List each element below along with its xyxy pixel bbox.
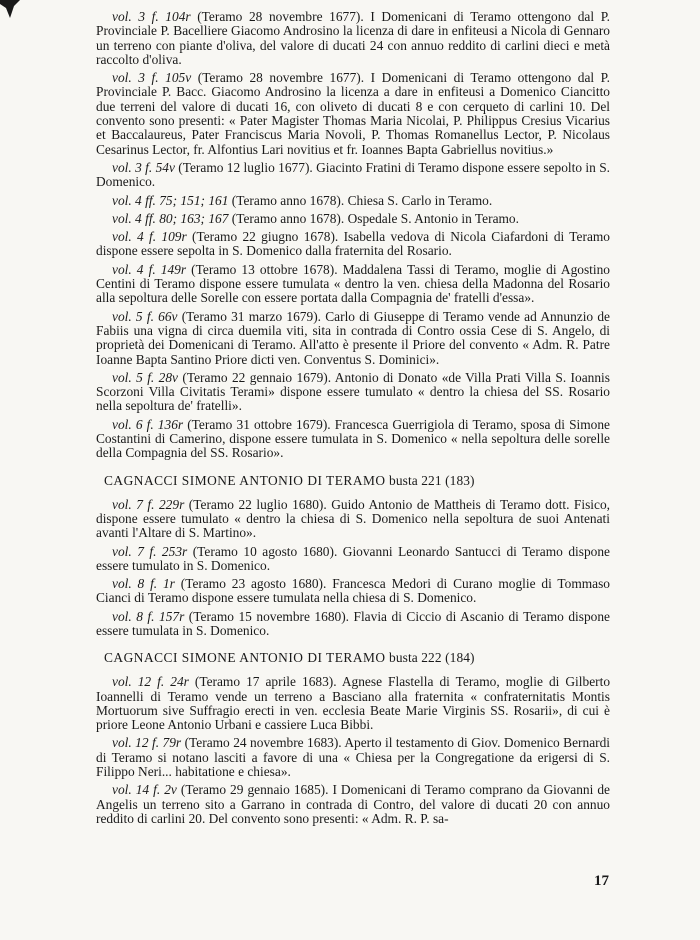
- entry: [96, 577, 610, 606]
- entry: [96, 263, 610, 306]
- entry-reference: vol. 5 f. 66v: [112, 308, 178, 324]
- entry: [96, 230, 610, 259]
- entry-reference: vol. 4 ff. 80; 163; 167: [112, 210, 229, 226]
- entry: [96, 310, 610, 367]
- entry: [96, 545, 610, 574]
- entry-reference: vol. 4 f. 109r: [112, 229, 187, 245]
- entry-text: (Teramo 22 gennaio 1679). Antonio di Donato «de Villa Prati Villa S. Ioannis Scorzoni Villa Civitatis Terami» dispone essere tumulato « dentro la chiesa del SS. Rosario nella sepoltura de' fratelli».: [96, 369, 610, 414]
- entry-text: (Teramo 28 novembre 1677). I Domenicani di Teramo ottengono dal P. Provinciale P. Bacc. Giacomo Androsino la licenza a dare in enfiteusi a Domenico Ciancitto due terreni del valore di ducati 16, con oliveto di ducati 8 e con cerqueto di carlini 10. Del convento sono presenti: « Pater Magister Thomas Maria Nicolai, P. Philippus Cresius Vicarius et Baccalaureus, Pater Franciscus Maria Novoli, P. Thomas Romanellus Lector, P. Nicolaus Cesarinus Lector, fr. Alfontius Lari novitius et fr. Ioannes Bapta Gabriellus novitius.»: [96, 70, 610, 157]
- entry: [96, 10, 610, 67]
- entry: [96, 610, 610, 639]
- entry-reference: vol. 4 ff. 75; 151; 161: [112, 192, 229, 208]
- entry-reference: vol. 5 f. 28v: [112, 369, 178, 385]
- entry-text: (Teramo 12 luglio 1677). Giacinto Fratini di Teramo dispone essere sepolto in S. Domenico.: [96, 159, 610, 190]
- entry: [96, 675, 610, 732]
- entry-text: (Teramo 31 marzo 1679). Carlo di Giuseppe di Teramo vende ad Annunzio de Fabiis una vigna di circa duemila viti, sita in contrada di Contro ossia Cese di S. Angelo, di proprietà dei Domenicani di Teramo. All'atto è presente il Priore del convento « Adm. R. Patre Ioanne Bapta Santino Priore dicti ven. Conventus S. Dominici».: [96, 308, 610, 367]
- entry: [96, 71, 610, 157]
- page-number: 17: [594, 873, 609, 889]
- entry-text: (Teramo 29 gennaio 1685). I Domenicani di Teramo comprano da Giovanni de Angelis un terreno sito a Garrano in contrada di Contro, del valore di ducati 20 con annuo reddito di carlini 20. Del convento sono presenti: « Adm. R. P. sa-: [96, 782, 610, 826]
- entry-text: (Teramo 22 luglio 1680). Guido Antonio de Mattheis di Teramo dott. Fisico, dispone essere tumulato « dentro la chiesa di S. Domenico nella sepoltura de suoi Antenati avanti l'Altare di S. Martino».: [96, 496, 611, 541]
- entry-text: (Teramo 23 agosto 1680). Francesca Medori di Curano moglie di Tommaso Cianci di Teramo dispone essere tumulata nella chiesa di S. Domenico.: [96, 576, 611, 606]
- entry-text: (Teramo 17 aprile 1683). Agnese Flastella di Teramo, moglie di Gilberto Ioannelli di Teramo vende un terreno a Basciano alla fraternita « confraternitatis Montis Mortuorum sive Suffragio erecti in ven. ecclesia Beate Marie Virginis SS. Rosarii», di cui è priore Leone Antonio Urbani e cassiere Luca Bibbi.: [96, 674, 611, 733]
- entry-reference: vol. 14 f. 2v: [112, 782, 177, 798]
- entry-reference: vol. 6 f. 136r: [112, 416, 184, 432]
- entry-text: (Teramo 13 ottobre 1678). Maddalena Tassi di Teramo, moglie di Agostino Centini di Teramo dispone essere tumulata « dentro la ven. chiesa della Madonna del Rosario alla sepoltura delle Sorelle con essere portata dalla Compagnia de' fratelli d'essa».: [96, 261, 610, 306]
- section-intro: [96, 10, 610, 461]
- entry-text: (Teramo 28 novembre 1677). I Domenicani di Teramo ottengono dal P. Provinciale P. Bacelliere Giacomo Androsino la licenza di dare in enfiteusi a Nicola di Gennaro un terreno con piante d'oliva, del valore di ducati 24 con annuo reddito di carlini dieci e metà raccolto d'oliva.: [96, 9, 611, 67]
- entry-reference: vol. 12 f. 79r: [112, 735, 182, 751]
- entry: [96, 371, 610, 414]
- entry-text: (Teramo 15 novembre 1680). Flavia di Ciccio di Ascanio di Teramo dispone essere tumulata in S. Domenico.: [96, 608, 611, 638]
- entry-text: (Teramo anno 1678). Chiesa S. Carlo in Teramo.: [228, 192, 493, 208]
- entry: [96, 161, 610, 190]
- corner-punch-mark: [0, 0, 20, 18]
- entry-reference: vol. 8 f. 157r: [112, 608, 185, 624]
- entry-reference: vol. 7 f. 253r: [112, 543, 188, 559]
- section-busta-221: [96, 473, 610, 639]
- busta-label: busta 221 (183): [385, 472, 475, 488]
- entry-text: (Teramo 10 agosto 1680). Giovanni Leonardo Santucci di Teramo dispone essere tumulato in S. Domenico.: [96, 543, 610, 573]
- section-heading: [104, 650, 610, 665]
- entry-reference: vol. 3 f. 54v: [112, 159, 175, 175]
- page-body: [96, 10, 610, 830]
- entry-reference: vol. 8 f. 1r: [112, 576, 175, 592]
- entry: [96, 418, 610, 461]
- entry-text: (Teramo 31 ottobre 1679). Francesca Guerrigiola di Teramo, sposa di Simone Costantini di Camerino, dispone essere tumulata in S. Domenico « nella sepoltura delle sorelle della Compagnia del SS. Rosario».: [96, 416, 610, 461]
- entry: [96, 212, 610, 226]
- entry-reference: vol. 4 f. 149r: [112, 261, 187, 277]
- entry-text: (Teramo 24 novembre 1683). Aperto il testamento di Giov. Domenico Bernardi di Teramo si notano lasciti a favore di una « Chiesa per la Congregatione da erigersi di S. Filippo Neri... habitatione e chiesa».: [96, 735, 611, 780]
- notary-name: CAGNACCI SIMONE ANTONIO DI TERAMO: [104, 650, 386, 666]
- entry: [96, 498, 610, 541]
- entry-reference: vol. 7 f. 229r: [112, 496, 185, 512]
- notary-name: CAGNACCI SIMONE ANTONIO DI TERAMO: [104, 472, 386, 488]
- entry: [96, 736, 610, 779]
- entry-text: (Teramo anno 1678). Ospedale S. Antonio in Teramo.: [228, 210, 519, 226]
- entry-reference: vol. 3 f. 105v: [112, 70, 192, 86]
- entry-text: (Teramo 22 giugno 1678). Isabella vedova di Nicola Ciafardoni di Teramo dispone essere sepolta in S. Domenico dalla fraternita del Rosario.: [96, 229, 610, 259]
- entry-reference: vol. 12 f. 24r: [112, 674, 189, 690]
- entry: [96, 783, 610, 826]
- busta-label: busta 222 (184): [385, 650, 475, 666]
- section-heading: [104, 473, 610, 488]
- entry: [96, 194, 610, 208]
- entry-reference: vol. 3 f. 104r: [112, 9, 191, 24]
- section-busta-222: [96, 650, 610, 826]
